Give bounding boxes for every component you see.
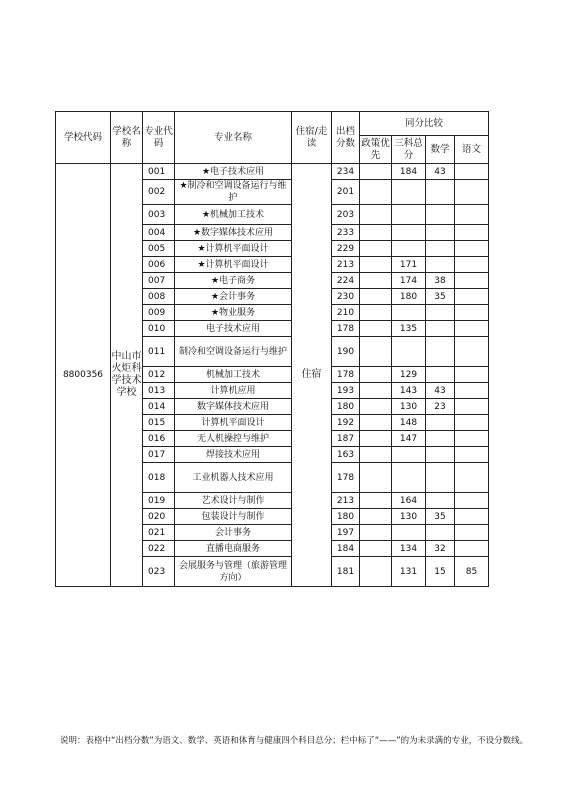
policy-cell <box>360 509 392 525</box>
major-name-cell: 艺术设计与制作 <box>175 493 292 509</box>
major-code-cell: 004 <box>143 225 175 241</box>
header-school-code: 学校代码 <box>56 112 111 164</box>
major-name-cell: ★电子商务 <box>175 273 292 289</box>
score-cell: 178 <box>332 321 360 337</box>
math-cell: 43 <box>426 164 455 180</box>
policy-cell <box>360 205 392 225</box>
major-code-cell: 002 <box>143 180 175 205</box>
score-cell: 233 <box>332 225 360 241</box>
header-math: 数学 <box>426 136 455 164</box>
major-name-cell: 焊接技术应用 <box>175 447 292 463</box>
chinese-cell <box>455 205 489 225</box>
policy-cell <box>360 383 392 399</box>
chinese-cell <box>455 493 489 509</box>
three-total-cell <box>392 525 426 541</box>
accommodation-cell: 住宿 <box>292 164 332 587</box>
score-cell: 163 <box>332 447 360 463</box>
three-total-cell <box>392 337 426 367</box>
chinese-cell <box>455 541 489 557</box>
math-cell <box>426 493 455 509</box>
score-cell: 210 <box>332 305 360 321</box>
chinese-cell <box>455 273 489 289</box>
policy-cell <box>360 273 392 289</box>
math-cell <box>426 525 455 541</box>
header-major-code: 专业代码 <box>143 112 175 164</box>
three-total-cell: 143 <box>392 383 426 399</box>
math-cell <box>426 463 455 493</box>
three-total-cell: 129 <box>392 367 426 383</box>
major-name-cell: ★计算机平面设计 <box>175 257 292 273</box>
major-name-cell: ★数字媒体技术应用 <box>175 225 292 241</box>
math-cell <box>426 447 455 463</box>
policy-cell <box>360 399 392 415</box>
three-total-cell: 148 <box>392 415 426 431</box>
three-total-cell: 171 <box>392 257 426 273</box>
math-cell <box>426 180 455 205</box>
chinese-cell <box>455 180 489 205</box>
math-cell: 43 <box>426 383 455 399</box>
header-chinese: 语文 <box>455 136 489 164</box>
score-cell: 197 <box>332 525 360 541</box>
score-cell: 230 <box>332 289 360 305</box>
three-total-cell: 131 <box>392 557 426 587</box>
header-accommodation: 住宿/走读 <box>292 112 332 164</box>
major-code-cell: 021 <box>143 525 175 541</box>
table-row <box>56 164 489 180</box>
major-code-cell: 014 <box>143 399 175 415</box>
major-name-cell: 数字媒体技术应用 <box>175 399 292 415</box>
major-name-cell: 机械加工技术 <box>175 367 292 383</box>
math-cell <box>426 415 455 431</box>
math-cell <box>426 205 455 225</box>
three-total-cell: 130 <box>392 399 426 415</box>
major-code-cell: 018 <box>143 463 175 493</box>
math-cell: 35 <box>426 509 455 525</box>
chinese-cell <box>455 321 489 337</box>
policy-cell <box>360 164 392 180</box>
header-policy: 政策优先 <box>360 136 392 164</box>
policy-cell <box>360 305 392 321</box>
policy-cell <box>360 541 392 557</box>
score-cell: 193 <box>332 383 360 399</box>
major-code-cell: 006 <box>143 257 175 273</box>
major-name-cell: 直播电商服务 <box>175 541 292 557</box>
policy-cell <box>360 225 392 241</box>
major-code-cell: 020 <box>143 509 175 525</box>
major-name-cell: ★会计事务 <box>175 289 292 305</box>
score-cell: 213 <box>332 257 360 273</box>
three-total-cell <box>392 180 426 205</box>
math-cell: 23 <box>426 399 455 415</box>
policy-cell <box>360 463 392 493</box>
major-name-cell: ★制冷和空调设备运行与维护 <box>175 180 292 205</box>
major-code-cell: 001 <box>143 164 175 180</box>
major-code-cell: 017 <box>143 447 175 463</box>
admission-score-table <box>55 111 489 587</box>
major-code-cell: 009 <box>143 305 175 321</box>
three-total-cell: 130 <box>392 509 426 525</box>
math-cell: 38 <box>426 273 455 289</box>
chinese-cell <box>455 383 489 399</box>
score-cell: 180 <box>332 509 360 525</box>
header-three-total: 三科总分 <box>392 136 426 164</box>
chinese-cell <box>455 305 489 321</box>
three-total-cell <box>392 305 426 321</box>
policy-cell <box>360 337 392 367</box>
chinese-cell <box>455 367 489 383</box>
math-cell: 32 <box>426 541 455 557</box>
chinese-cell <box>455 509 489 525</box>
major-code-cell: 011 <box>143 337 175 367</box>
score-cell: 178 <box>332 367 360 383</box>
math-cell: 15 <box>426 557 455 587</box>
three-total-cell <box>392 225 426 241</box>
policy-cell <box>360 321 392 337</box>
table-body <box>56 164 489 587</box>
major-code-cell: 016 <box>143 431 175 447</box>
header-same-score: 同分比较 <box>360 112 489 136</box>
math-cell <box>426 257 455 273</box>
major-name-cell: ★机械加工技术 <box>175 205 292 225</box>
major-name-cell: 计算机平面设计 <box>175 415 292 431</box>
policy-cell <box>360 493 392 509</box>
three-total-cell <box>392 463 426 493</box>
math-cell <box>426 225 455 241</box>
three-total-cell <box>392 241 426 257</box>
three-total-cell <box>392 447 426 463</box>
chinese-cell <box>455 463 489 493</box>
major-code-cell: 003 <box>143 205 175 225</box>
math-cell <box>426 431 455 447</box>
chinese-cell <box>455 164 489 180</box>
header-score: 出档分数 <box>332 112 360 164</box>
chinese-cell <box>455 337 489 367</box>
math-cell <box>426 337 455 367</box>
chinese-cell <box>455 241 489 257</box>
major-name-cell: 无人机操控与维护 <box>175 431 292 447</box>
chinese-cell <box>455 399 489 415</box>
math-cell <box>426 367 455 383</box>
score-cell: 181 <box>332 557 360 587</box>
major-name-cell: ★电子技术应用 <box>175 164 292 180</box>
score-cell: 201 <box>332 180 360 205</box>
score-cell: 190 <box>332 337 360 367</box>
three-total-cell: 174 <box>392 273 426 289</box>
math-cell <box>426 241 455 257</box>
major-code-cell: 007 <box>143 273 175 289</box>
policy-cell <box>360 447 392 463</box>
policy-cell <box>360 557 392 587</box>
math-cell <box>426 305 455 321</box>
policy-cell <box>360 289 392 305</box>
policy-cell <box>360 431 392 447</box>
score-cell: 203 <box>332 205 360 225</box>
score-cell: 187 <box>332 431 360 447</box>
score-cell: 229 <box>332 241 360 257</box>
math-cell <box>426 321 455 337</box>
major-code-cell: 023 <box>143 557 175 587</box>
policy-cell <box>360 180 392 205</box>
chinese-cell: 85 <box>455 557 489 587</box>
major-code-cell: 019 <box>143 493 175 509</box>
major-name-cell: 电子技术应用 <box>175 321 292 337</box>
policy-cell <box>360 525 392 541</box>
header-school-name: 学校名称 <box>111 112 143 164</box>
chinese-cell <box>455 257 489 273</box>
chinese-cell <box>455 525 489 541</box>
score-cell: 234 <box>332 164 360 180</box>
score-cell: 180 <box>332 399 360 415</box>
school-code-cell: 8800356 <box>56 164 111 587</box>
chinese-cell <box>455 289 489 305</box>
major-name-cell: 工业机器人技术应用 <box>175 463 292 493</box>
chinese-cell <box>455 431 489 447</box>
policy-cell <box>360 257 392 273</box>
policy-cell <box>360 367 392 383</box>
major-name-cell: ★计算机平面设计 <box>175 241 292 257</box>
major-code-cell: 012 <box>143 367 175 383</box>
major-name-cell: ★物业服务 <box>175 305 292 321</box>
score-cell: 178 <box>332 463 360 493</box>
three-total-cell: 180 <box>392 289 426 305</box>
score-cell: 224 <box>332 273 360 289</box>
major-code-cell: 013 <box>143 383 175 399</box>
three-total-cell: 184 <box>392 164 426 180</box>
major-code-cell: 010 <box>143 321 175 337</box>
score-cell: 184 <box>332 541 360 557</box>
major-name-cell: 会计事务 <box>175 525 292 541</box>
chinese-cell <box>455 447 489 463</box>
math-cell: 35 <box>426 289 455 305</box>
policy-cell <box>360 241 392 257</box>
major-name-cell: 会展服务与管理（旅游管理方向） <box>175 557 292 587</box>
three-total-cell <box>392 205 426 225</box>
major-code-cell: 005 <box>143 241 175 257</box>
major-code-cell: 015 <box>143 415 175 431</box>
major-name-cell: 包装设计与制作 <box>175 509 292 525</box>
major-code-cell: 022 <box>143 541 175 557</box>
major-code-cell: 008 <box>143 289 175 305</box>
score-cell: 213 <box>332 493 360 509</box>
footnote: 说明：表格中“出档分数”为语文、数学、英语和体育与健康四个科目总分；栏中标了“——”的为未录满的专业，不设分数线。 <box>60 736 529 746</box>
chinese-cell <box>455 415 489 431</box>
school-name-cell: 中山市火炬科学技术学校 <box>111 164 143 587</box>
three-total-cell: 147 <box>392 431 426 447</box>
major-name-cell: 制冷和空调设备运行与维护 <box>175 337 292 367</box>
three-total-cell: 134 <box>392 541 426 557</box>
policy-cell <box>360 415 392 431</box>
three-total-cell: 164 <box>392 493 426 509</box>
three-total-cell: 135 <box>392 321 426 337</box>
chinese-cell <box>455 225 489 241</box>
header-major-name: 专业名称 <box>175 112 292 164</box>
major-name-cell: 计算机应用 <box>175 383 292 399</box>
score-cell: 192 <box>332 415 360 431</box>
